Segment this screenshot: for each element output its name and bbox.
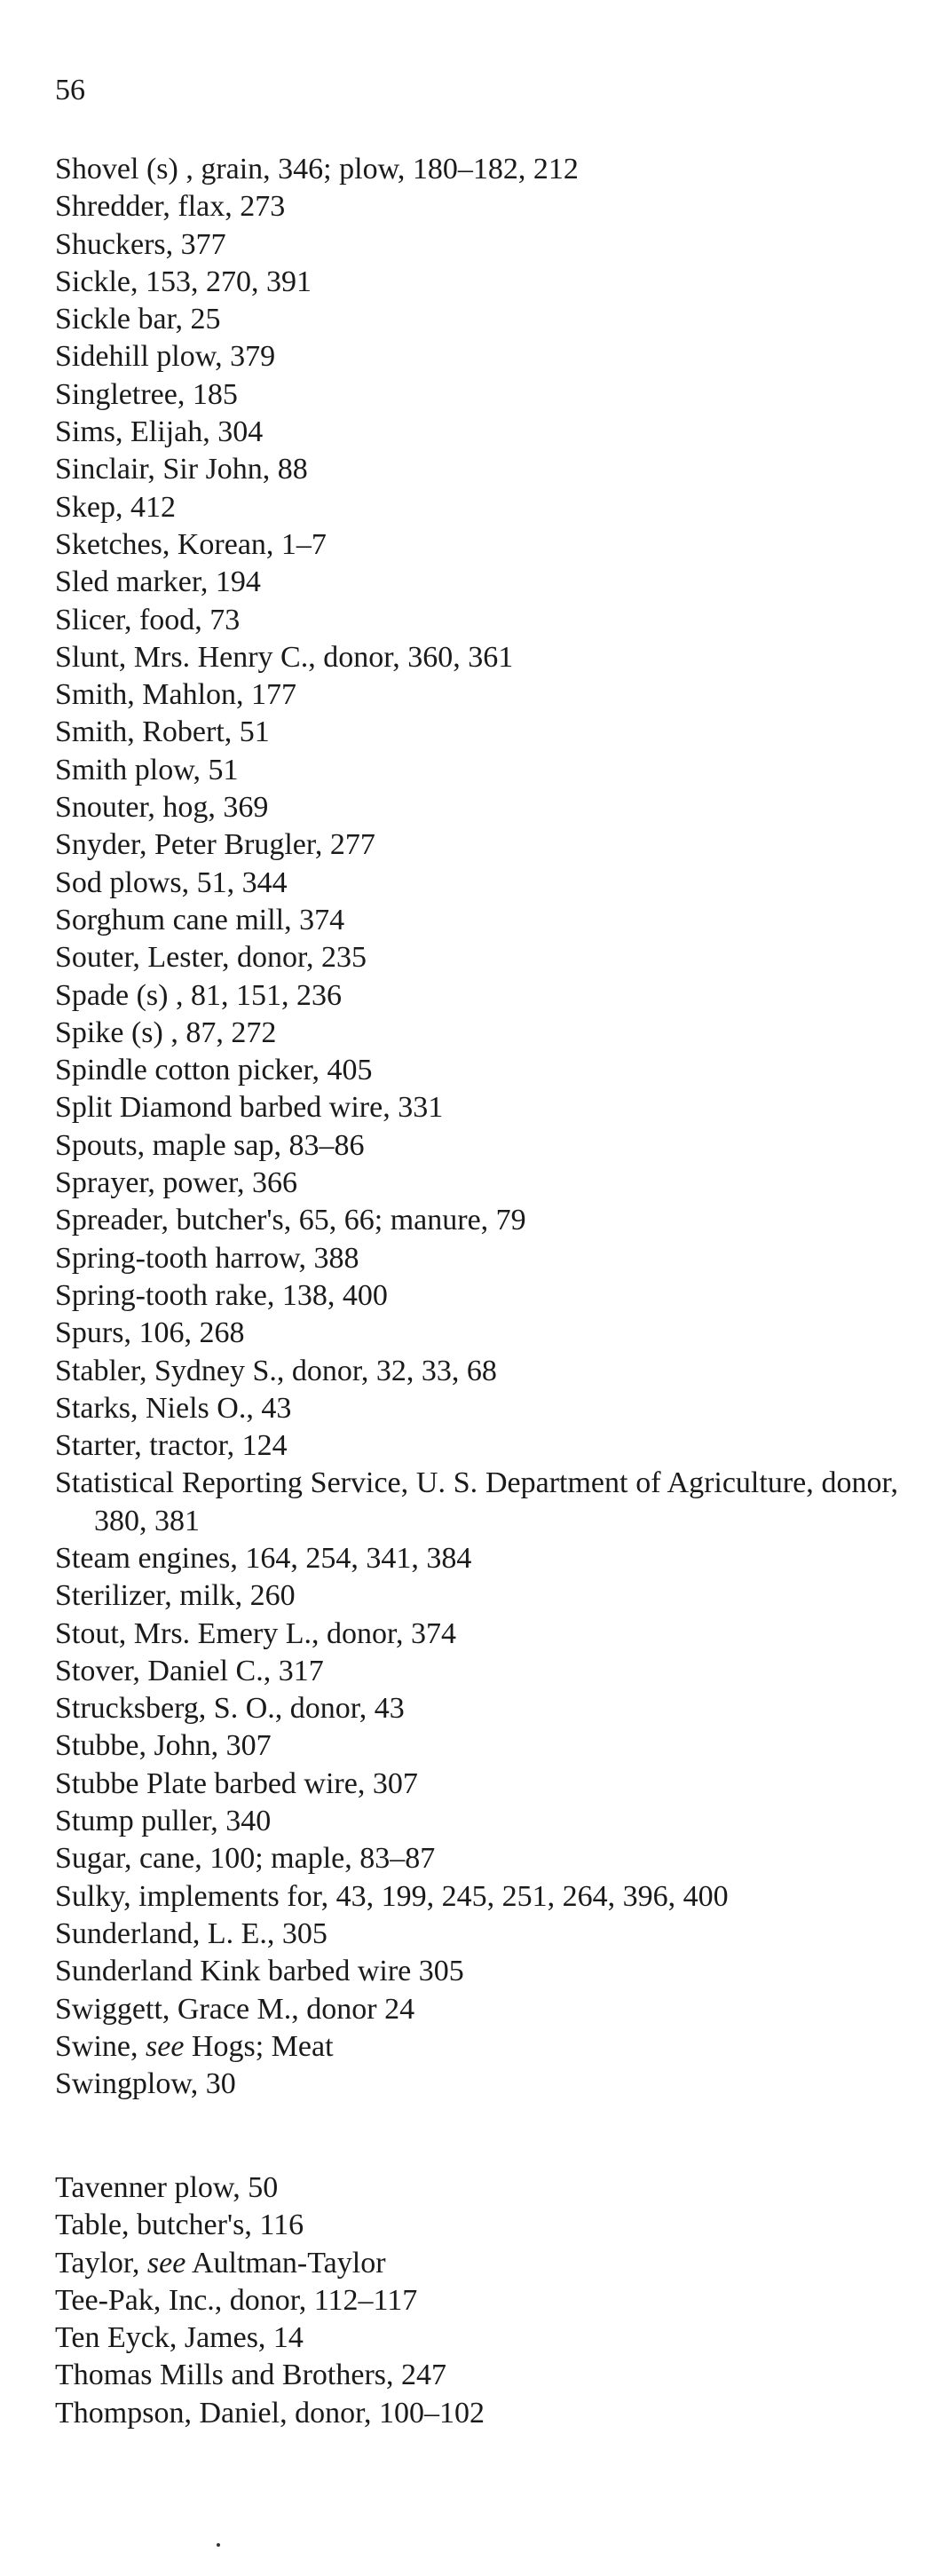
- index-entry: Sketches, Korean, 1–7: [55, 527, 327, 561]
- index-entry: Stubbe, John, 307: [55, 1729, 272, 1763]
- index-entry: Stover, Daniel C., 317: [55, 1654, 324, 1687]
- index-entry: Swingplow, 30: [55, 2067, 236, 2101]
- index-entry: Sugar, cane, 100; maple, 83–87: [55, 1842, 436, 1876]
- index-entry: Slunt, Mrs. Henry C., donor, 360, 361: [55, 640, 514, 674]
- index-entry: Sod plows, 51, 344: [55, 865, 288, 899]
- index-entry: Sled marker, 194: [55, 565, 261, 599]
- index-entry: Shuckers, 377: [55, 227, 226, 261]
- index-entry: Smith, Mahlon, 177: [55, 678, 297, 712]
- index-entry: Ten Eyck, James, 14: [55, 2321, 304, 2355]
- index-entry: Thompson, Daniel, donor, 100–102: [55, 2396, 485, 2430]
- index-entry: Spike (s) , 87, 272: [55, 1015, 277, 1049]
- index-entry: Spurs, 106, 268: [55, 1316, 245, 1350]
- index-entry: Sterilizer, milk, 260: [55, 1579, 296, 1613]
- index-entry: Sorghum cane mill, 374: [55, 903, 345, 936]
- index-entry: Spade (s) , 81, 151, 236: [55, 978, 342, 1012]
- index-entry: Spring-tooth harrow, 388: [55, 1241, 359, 1275]
- index-entry: Spouts, maple sap, 83–86: [55, 1128, 365, 1162]
- index-entry: Stubbe Plate barbed wire, 307: [55, 1766, 418, 1800]
- index-entry: Slicer, food, 73: [55, 603, 241, 636]
- index-entry: Shovel (s) , grain, 346; plow, 180–182, 212: [55, 153, 579, 186]
- index-entry: Split Diamond barbed wire, 331: [55, 1091, 444, 1125]
- index-entry: Spreader, butcher's, 65, 66; manure, 79: [55, 1204, 526, 1237]
- index-entry: Sulky, implements for, 43, 199, 245, 251, 264, 396, 400: [55, 1879, 729, 1913]
- index-entry: Smith, Robert, 51: [55, 715, 270, 749]
- index-entry: Snouter, hog, 369: [55, 791, 269, 825]
- index-entry: Sprayer, power, 366: [55, 1166, 297, 1200]
- index-entry: Thomas Mills and Brothers, 247: [55, 2359, 447, 2392]
- index-entry: Sunderland, L. E., 305: [55, 1916, 327, 1950]
- index-entry: Statistical Reporting Service, U. S. Department of Agriculture, donor, 380, 381: [55, 1466, 898, 1537]
- index-entry: Starks, Niels O., 43: [55, 1391, 292, 1425]
- index-entry: Starter, tractor, 124: [55, 1429, 288, 1463]
- index-entry: Souter, Lester, donor, 235: [55, 941, 367, 975]
- index-entry: Stump puller, 340: [55, 1805, 272, 1838]
- page-number: 56: [55, 74, 85, 107]
- index-entry: Table, butcher's, 116: [55, 2209, 304, 2242]
- index-entry: Sunderland Kink barbed wire 305: [55, 1955, 464, 1988]
- entry-head: Taylor,: [55, 2246, 140, 2280]
- reference-target: Hogs; Meat: [191, 2029, 334, 2063]
- see-reference: see: [146, 2029, 185, 2063]
- index-entry: Spindle cotton picker, 405: [55, 1054, 373, 1087]
- index-entry: Snyder, Peter Brugler, 277: [55, 828, 375, 862]
- index-entry: Tavenner plow, 50: [55, 2171, 279, 2204]
- index-entry: Shredder, flax, 273: [55, 190, 286, 224]
- print-speck: [217, 2543, 220, 2547]
- index-entry: Smith plow, 51: [55, 753, 239, 786]
- index-entry: Sinclair, Sir John, 88: [55, 453, 308, 486]
- index-entry: Sickle bar, 25: [55, 303, 221, 336]
- see-reference: see: [146, 2246, 186, 2280]
- reference-target: Aultman-Taylor: [191, 2246, 386, 2280]
- index-entry: Stout, Mrs. Emery L., donor, 374: [55, 1616, 456, 1650]
- index-entry-swine: [55, 2028, 898, 2066]
- index-entry: Stabler, Sydney S., donor, 32, 33, 68: [55, 1354, 497, 1387]
- index-entry: Sidehill plow, 379: [55, 340, 276, 374]
- index-entry: Sims, Elijah, 304: [55, 415, 264, 449]
- index-entry: Spring-tooth rake, 138, 400: [55, 1278, 388, 1312]
- index-section-s: [55, 151, 898, 2103]
- index-entry: Swiggett, Grace M., donor 24: [55, 1992, 415, 2026]
- index-entry-taylor: [55, 2245, 898, 2282]
- entry-head: Swine,: [55, 2029, 138, 2063]
- index-section-t: [55, 2169, 898, 2432]
- index-entry: Steam engines, 164, 254, 341, 384: [55, 1541, 472, 1575]
- index-entry: Skep, 412: [55, 490, 176, 524]
- index-entry: Sickle, 153, 270, 391: [55, 265, 312, 298]
- index-entry: Tee-Pak, Inc., donor, 112–117: [55, 2283, 418, 2317]
- index-entry: Strucksberg, S. O., donor, 43: [55, 1692, 405, 1726]
- index-entry: Singletree, 185: [55, 377, 238, 411]
